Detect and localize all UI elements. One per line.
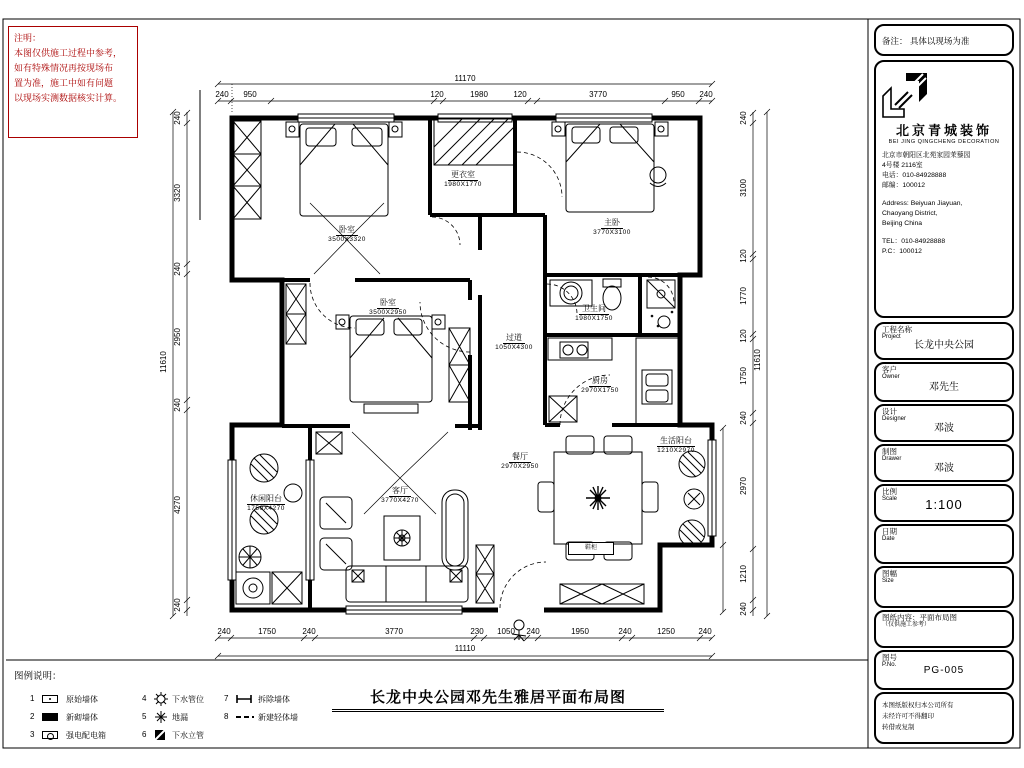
dim-left-seg: 3320: [173, 184, 182, 202]
copyright-line: 转借或复制: [882, 724, 915, 731]
room-name: 卧室: [336, 225, 358, 236]
dim-bottom-seg: 240: [302, 627, 316, 636]
field-project: [874, 322, 1014, 360]
field-designer: [874, 404, 1014, 442]
dim-bottom-seg: 240: [698, 627, 712, 636]
field-sublabel: Size: [882, 578, 894, 584]
field-label: 客户: [882, 365, 897, 374]
dim-left-seg: 240: [173, 262, 182, 276]
dim-right-overall: 11610: [753, 349, 762, 371]
sheet-frame: [3, 19, 1020, 748]
field-sublabel: Project: [882, 334, 901, 340]
field-sublabel: Designer: [882, 416, 907, 422]
room-name: 过道: [503, 333, 525, 344]
dim-bottom-seg: 1050: [497, 627, 515, 636]
legend-num: 2: [30, 712, 35, 721]
field-drawing-number: [874, 650, 1014, 690]
interior-walls: [282, 118, 680, 610]
company-address: [882, 151, 1006, 257]
dining-furniture: [538, 436, 658, 604]
room-label-bedroom-mid: [355, 298, 421, 317]
dim-left-seg: 4270: [173, 496, 182, 514]
closet-wardrobe: [434, 119, 514, 165]
bed1-furniture: [552, 122, 668, 212]
company-logo: [882, 72, 1006, 118]
room-label-leisure-balcony: [233, 494, 299, 513]
room-label-bathroom: [561, 304, 627, 323]
address-line: 北京市朝阳区北苑家园茉藜园: [882, 152, 971, 159]
company-name-en: BEI JING QINGCHENG DECORATION: [888, 139, 1000, 145]
field-sublabel: Drawer: [882, 456, 902, 462]
sheet-title: 长龙中央公园邓先生雅居平面布局图: [332, 686, 664, 712]
legend-label: 地漏: [172, 713, 188, 722]
address-line: Chaoyang District,: [882, 210, 938, 217]
field-label: 图幅: [882, 569, 897, 578]
field-value: 长龙中央公园: [914, 340, 974, 351]
room-size: 3770X4270: [381, 497, 419, 504]
field-sublabel: Scale: [882, 496, 898, 502]
dim-right-seg: 1210: [739, 565, 748, 583]
dim-top-seg: 120: [430, 90, 444, 99]
dim-right-seg: 120: [739, 249, 748, 263]
field-value: PG-005: [923, 665, 965, 676]
note-line: 如有特殊情况再按现场布: [14, 63, 114, 73]
dim-left-seg: 240: [173, 598, 182, 612]
field-label: 制图: [882, 447, 897, 456]
wall-new-icon: [42, 713, 60, 723]
room-size: 1750X4270: [247, 505, 285, 512]
room-name: 生活阳台: [657, 436, 695, 447]
content-sublabel: （仅供施工参考）: [882, 622, 931, 628]
note-line: 置为准，施工中如有问题: [14, 78, 114, 88]
field-client: [874, 362, 1014, 402]
power-box-icon: [42, 731, 60, 741]
dim-right-seg: 120: [739, 329, 748, 343]
dim-bottom-seg: 230: [470, 627, 484, 636]
left-balcony-furniture: [236, 454, 302, 604]
room-size: 1980X1750: [575, 315, 613, 322]
dim-right-seg: 1750: [739, 367, 748, 385]
room-name: 客厅: [389, 486, 411, 497]
dim-top-seg: 950: [671, 90, 685, 99]
legend-num: 8: [224, 712, 229, 721]
room-size: 1050X4300: [495, 344, 533, 351]
field-label: 比例: [882, 487, 897, 496]
dim-right-seg: 3100: [739, 179, 748, 197]
legend-num: 4: [142, 694, 147, 703]
titleblock-remark: [874, 24, 1014, 56]
dim-bottom-seg: 240: [618, 627, 632, 636]
right-balcony-furniture: [679, 451, 705, 546]
dim-top-seg: 120: [513, 90, 527, 99]
field-label: 设计: [882, 407, 897, 416]
dim-right-seg: 1770: [739, 287, 748, 305]
ceiling-rays: [310, 203, 448, 514]
field-value: 邓波: [934, 463, 954, 474]
dim-right-seg: 240: [739, 411, 748, 425]
field-value: 邓先生: [929, 382, 959, 393]
address-line: Address: Beiyuan Jiayuan,: [882, 200, 963, 207]
dim-top-seg: 3770: [589, 90, 607, 99]
titleblock-company: [874, 60, 1014, 318]
room-size: 1210X2970: [657, 447, 695, 454]
room-name: 餐厅: [509, 452, 531, 463]
field-drawer: [874, 444, 1014, 482]
room-name: 卧室: [377, 298, 399, 309]
room-name: 更衣室: [448, 170, 478, 181]
remark-value: 具体以现场为准: [909, 36, 970, 46]
room-label-kitchen: [567, 376, 633, 395]
dim-bottom-seg: 1250: [657, 627, 675, 636]
room-name: 休闲阳台: [247, 494, 285, 505]
legend-num: 3: [30, 730, 35, 739]
field-label: 图号: [882, 653, 897, 662]
field-value: 邓波: [934, 423, 954, 434]
note-line: 本图仅供施工过程中参考，: [14, 48, 123, 58]
legend-label: 拆除墙体: [258, 695, 290, 704]
dim-bottom-seg: 3770: [385, 627, 403, 636]
remark-label: 备注：: [882, 36, 908, 46]
dim-bottom-overall: 11110: [454, 644, 476, 653]
wall-original-icon: [42, 695, 60, 705]
room-label-service-balcony: [643, 436, 709, 455]
address-line: Beijing China: [882, 220, 923, 227]
legend-label: 新砌墙体: [66, 713, 98, 722]
floor-drain-icon: [154, 710, 172, 720]
bed2-furniture: [233, 121, 402, 219]
field-copyright: [874, 692, 1014, 744]
room-size: 1980X1770: [444, 181, 482, 188]
field-size: [874, 566, 1014, 608]
dim-bottom-seg: 240: [217, 627, 231, 636]
room-size: 3770X3100: [593, 229, 631, 236]
shoe-cabinet-label: 鞋柜: [568, 542, 614, 555]
field-sublabel: Date: [882, 536, 895, 542]
field-value: 1:100: [925, 497, 963, 512]
legend-label: 原始墙体: [66, 695, 98, 704]
wall-demolish-icon: [236, 694, 254, 704]
legend-label: 新建轻体墙: [258, 713, 298, 722]
address-line: TEL：010-84928888: [882, 238, 946, 245]
dim-top-seg: 1980: [470, 90, 488, 99]
dim-right-seg: 240: [739, 602, 748, 616]
field-content: [874, 610, 1014, 648]
legend-label: 下水管位: [172, 695, 204, 704]
dim-top-seg: 240: [699, 90, 713, 99]
address-line: 4号楼 2116室: [882, 162, 923, 169]
room-name: 卫生间: [579, 304, 609, 315]
drain-riser-icon: [154, 729, 172, 739]
dim-right-seg: 240: [739, 111, 748, 125]
dim-left-seg: 2950: [173, 328, 182, 346]
address-line: 电话：010-84928888: [882, 172, 947, 179]
dim-left-overall: 11610: [159, 351, 168, 373]
room-size: 3500X3320: [328, 236, 366, 243]
living-furniture: [316, 432, 494, 603]
room-label-bedroom2: [314, 225, 380, 244]
room-name: 主卧: [601, 218, 623, 229]
field-label: 工程名称: [882, 325, 912, 334]
dim-right-seg: 2970: [739, 477, 748, 495]
site-note: [8, 26, 138, 138]
legend-label: 强电配电箱: [66, 731, 106, 740]
content-label: 图纸内容：平面布局图: [882, 613, 957, 622]
company-name-cn: 北京青城装饰: [895, 123, 992, 138]
field-date: [874, 524, 1014, 564]
room-label-corridor: [481, 333, 547, 352]
room-size: 2970X2950: [501, 463, 539, 470]
room-label-living: [367, 486, 433, 505]
light-wall-icon: [236, 712, 254, 722]
note-title: 注明：: [14, 33, 42, 43]
dim-top-seg: 950: [243, 90, 257, 99]
field-scale: [874, 484, 1014, 522]
room-size: 2970X1750: [581, 387, 619, 394]
address-line: P.C：100012: [882, 248, 922, 255]
field-sublabel: P.No.: [882, 662, 897, 668]
dim-top-overall: 11170: [454, 74, 476, 83]
legend-num: 5: [142, 712, 147, 721]
dim-left-seg: 240: [173, 111, 182, 125]
field-sublabel: Owner: [882, 374, 900, 380]
address-line: 邮编：100012: [882, 182, 926, 189]
dim-left-seg: 240: [173, 398, 182, 412]
room-label-dressing: [430, 170, 496, 189]
room-name: 厨房: [589, 376, 611, 387]
dim-bottom-seg: 240: [526, 627, 540, 636]
copyright-line: 未经许可不得翻印: [882, 713, 934, 720]
room-label-master: [579, 218, 645, 237]
room-size: 3500X2950: [369, 309, 407, 316]
legend-num: 7: [224, 694, 229, 703]
field-label: 日期: [882, 527, 897, 536]
legend-label: 下水立管: [172, 731, 204, 740]
drain-pipe-icon: [154, 692, 172, 702]
note-line: 以现场实测数据核实计算。: [14, 93, 123, 103]
legend-num: 6: [142, 730, 147, 739]
legend-title: 图例说明：: [14, 671, 62, 682]
legend-num: 1: [30, 694, 35, 703]
copyright-line: 本图纸版权归本公司所有: [882, 702, 954, 709]
dim-bottom-seg: 1950: [571, 627, 589, 636]
dim-bottom-seg: 1750: [258, 627, 276, 636]
room-label-dining: [487, 452, 553, 471]
dim-top-seg: 240: [215, 90, 229, 99]
